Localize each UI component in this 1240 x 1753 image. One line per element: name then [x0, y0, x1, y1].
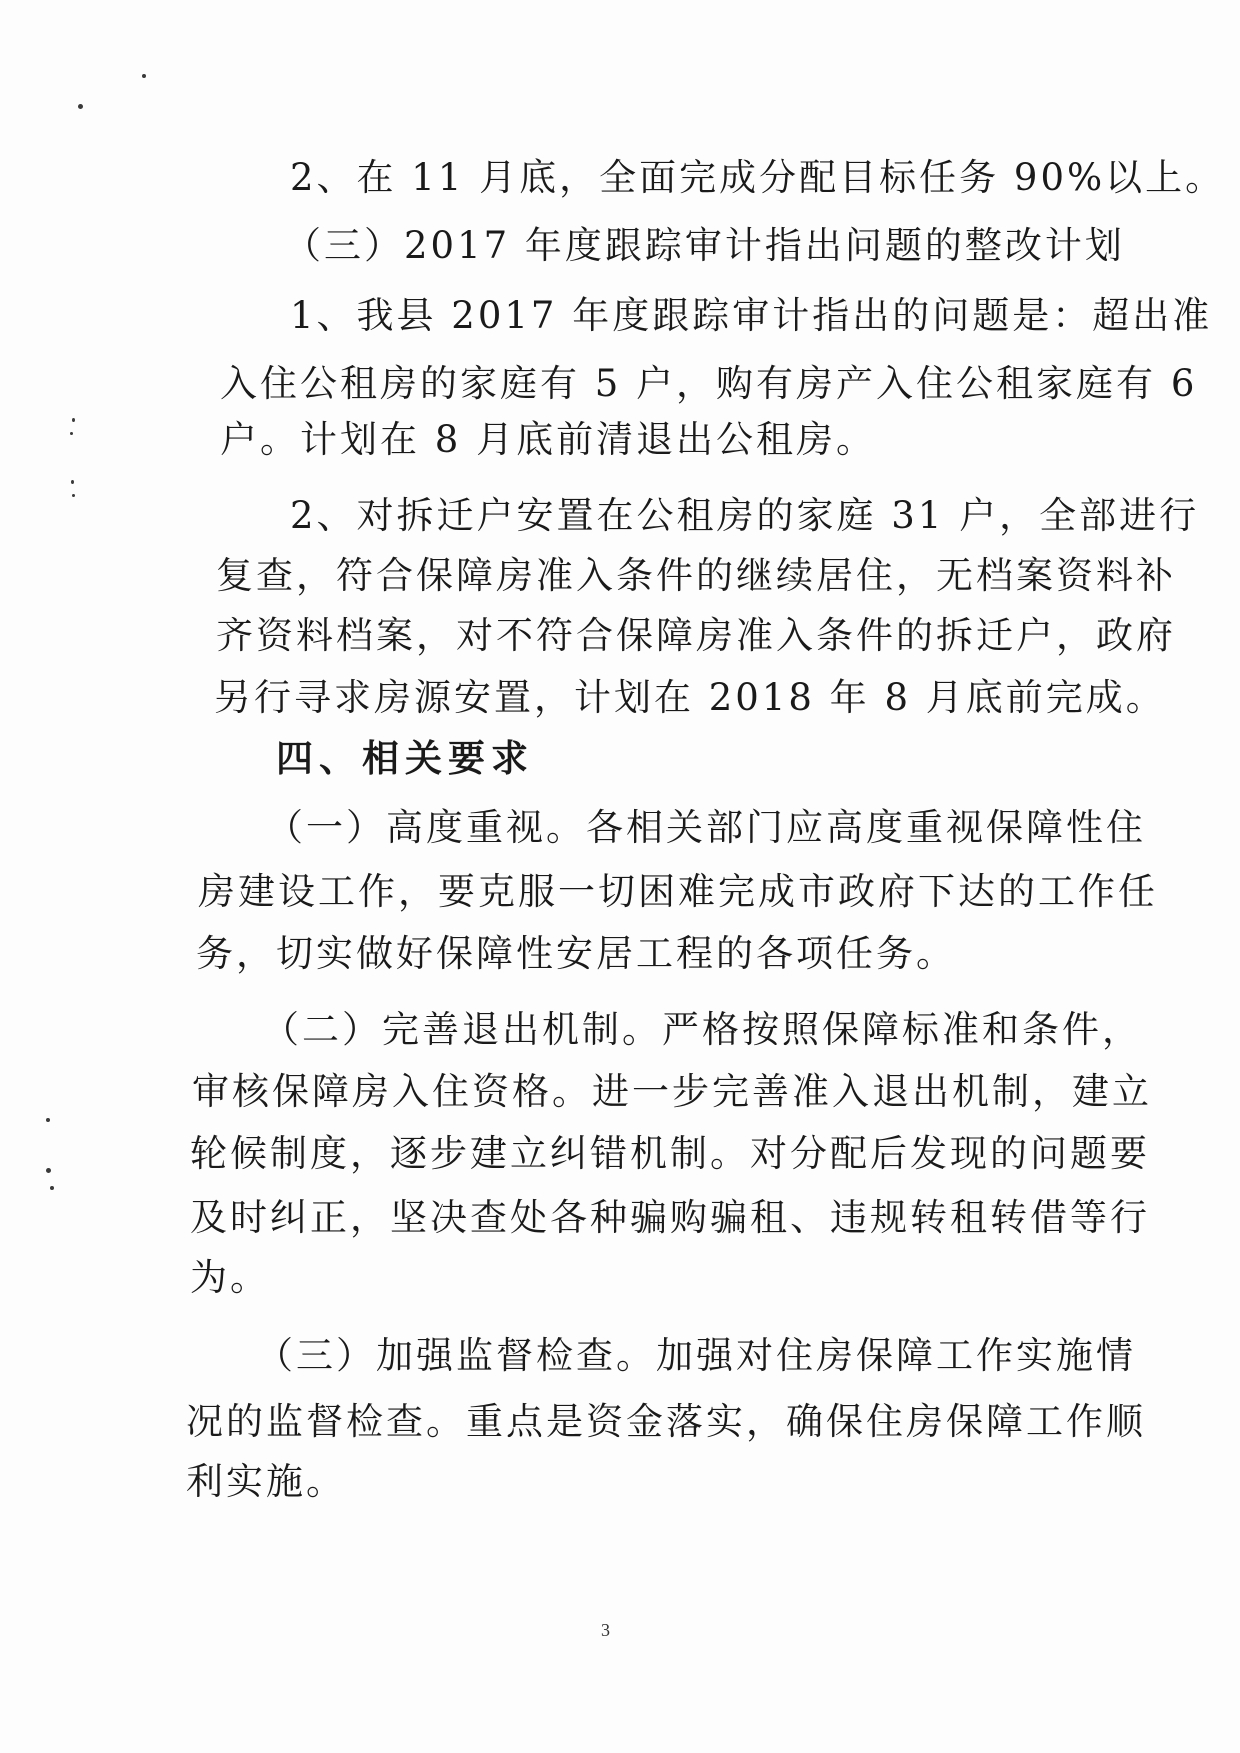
text-line: 房建设工作，要克服一切困难完成市政府下达的工作任 [198, 870, 1158, 913]
text-line: 轮候制度，逐步建立纠错机制。对分配后发现的问题要 [190, 1132, 1150, 1175]
scan-speck [72, 494, 75, 497]
scan-speck [70, 432, 73, 435]
text-line: （三）2017 年度跟踪审计指出问题的整改计划 [284, 224, 1125, 267]
scan-speck [71, 480, 74, 484]
scan-speck [50, 1186, 54, 1190]
text-line: （一）高度重视。各相关部门应高度重视保障性住 [266, 806, 1146, 849]
text-line: 为。 [190, 1256, 270, 1299]
page-number: 3 [601, 1620, 610, 1640]
scan-speck [78, 104, 83, 109]
text-line: 况的监督检查。重点是资金落实，确保住房保障工作顺 [186, 1400, 1146, 1443]
text-line: 2、对拆迁户安置在公租房的家庭 31 户，全部进行 [290, 494, 1200, 537]
text-line: 利实施。 [186, 1460, 346, 1503]
text-line: 入住公租房的家庭有 5 户，购有房产入住公租家庭有 6 [220, 362, 1198, 405]
text-line: （二）完善退出机制。严格按照保障标准和条件， [262, 1008, 1142, 1051]
section-heading: 四、相关要求 [276, 736, 534, 780]
text-line: 2、在 11 月底，全面完成分配目标任务 90%以上。 [290, 156, 1226, 199]
scan-speck [46, 1118, 50, 1122]
scan-speck [142, 74, 146, 78]
text-line: （三）加强监督检查。加强对住房保障工作实施情 [256, 1334, 1136, 1377]
text-line: 复查，符合保障房准入条件的继续居住，无档案资料补 [216, 554, 1176, 597]
text-line: 另行寻求房源安置，计划在 2018 年 8 月底前完成。 [214, 676, 1166, 719]
scan-speck [46, 1168, 51, 1173]
text-line: 户。计划在 8 月底前清退出公租房。 [220, 418, 877, 461]
text-line: 1、我县 2017 年度跟踪审计指出的问题是：超出准 [290, 294, 1213, 337]
scan-speck [72, 418, 75, 422]
text-line: 及时纠正，坚决查处各种骗购骗租、违规转租转借等行 [190, 1196, 1150, 1239]
text-line: 务，切实做好保障性安居工程的各项任务。 [196, 932, 956, 975]
text-line: 齐资料档案，对不符合保障房准入条件的拆迁户，政府 [216, 614, 1176, 657]
text-line: 审核保障房入住资格。进一步完善准入退出机制，建立 [192, 1070, 1152, 1113]
